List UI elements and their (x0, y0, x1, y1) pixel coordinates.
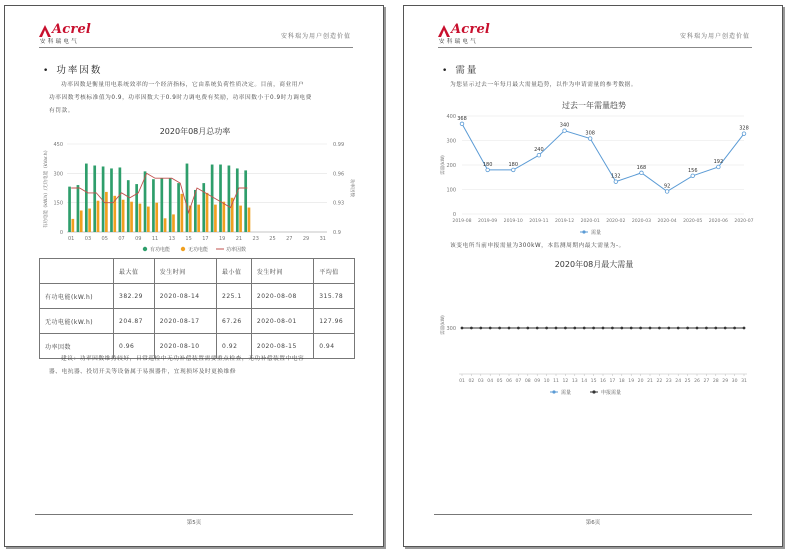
declared-demand-point (686, 327, 689, 330)
declared-demand-point (649, 327, 652, 330)
x-tick-label: 20 (637, 379, 644, 384)
legend-marker (181, 247, 185, 251)
x-tick-label: 15 (185, 236, 192, 242)
x-tick-label: 08 (524, 379, 531, 384)
stats-table (39, 258, 355, 359)
x-tick-label: 30 (731, 379, 738, 384)
x-tick-label: 13 (571, 379, 578, 384)
bar-reactive-energy (222, 202, 225, 232)
x-tick-label: 25 (684, 379, 691, 384)
y-tick-label: 450 (53, 142, 63, 148)
bar-reactive-energy (164, 218, 167, 232)
header-tagline: 安科瑞为用户创造价值 (280, 33, 351, 40)
x-tick-label: 13 (168, 236, 176, 242)
y-tick-label: 0 (452, 212, 456, 218)
page-footer-line (434, 514, 752, 515)
table-header-cell: 发生时间 (154, 259, 216, 284)
chart-demand-trend (404, 108, 784, 238)
declared-demand-point (545, 327, 548, 330)
x-tick-label: 23 (665, 379, 672, 384)
page-number: 第5页 (186, 520, 202, 526)
declared-demand-point (658, 327, 661, 330)
declared-demand-point (526, 327, 529, 330)
x-tick-label: 2020-06 (708, 219, 728, 224)
demand-point (588, 137, 592, 141)
x-tick-label: 03 (84, 236, 92, 242)
x-tick-label: 14 (581, 379, 588, 384)
table-cell: 2020-08-01 (251, 309, 313, 334)
logo-mark-icon (39, 25, 51, 37)
x-tick-label: 09 (135, 236, 142, 242)
table-header-cell: 最大值 (114, 259, 155, 284)
declared-demand-point (714, 327, 717, 330)
bar-reactive-energy (122, 200, 125, 232)
bar-active-energy (186, 164, 189, 232)
declared-demand-point (498, 327, 501, 330)
bar-active-energy (68, 187, 71, 232)
declared-demand-point (724, 327, 727, 330)
x-tick-label: 01 (68, 236, 75, 242)
y2-tick-label: 0.96 (333, 171, 345, 178)
bar-reactive-energy (248, 208, 251, 232)
table-header-row (40, 259, 355, 284)
x-tick-label: 21 (647, 379, 653, 384)
bar-active-energy (169, 178, 172, 232)
declared-demand-point (620, 327, 623, 330)
x-tick-label: 10 (543, 379, 550, 384)
y-axis-label: 有功电能（kW.h）/无功电能（kVar.h） (44, 147, 49, 229)
y-axis-label: 需量(kW) (441, 155, 446, 175)
header-tagline: 安科瑞为用户创造价值 (679, 33, 750, 40)
bar-reactive-energy (97, 201, 100, 232)
chart-max-demand (404, 268, 784, 408)
demand-point (640, 171, 644, 175)
table-header-cell (40, 259, 114, 284)
declared-demand-point (677, 327, 680, 330)
x-tick-label: 18 (618, 379, 625, 384)
x-tick-label: 16 (600, 379, 606, 384)
table-cell: 67.26 (217, 309, 252, 334)
declared-demand-point (517, 327, 520, 330)
section-title-demand: • 需量 (442, 65, 479, 76)
bar-active-energy (211, 165, 214, 232)
legend-label: 无功电能 (188, 247, 209, 253)
declared-demand-point (461, 327, 464, 330)
bar-reactive-energy (88, 209, 91, 232)
brand-name: Acrel (52, 22, 92, 37)
bar-active-energy (77, 185, 80, 232)
page-header (438, 23, 752, 48)
y-tick-label: 150 (53, 200, 63, 207)
intro-line: 功率因数是衡量用电系统效率的一个经济指标，它由系统负荷性质决定。目前，商业用户 (61, 82, 305, 88)
data-label: 368 (457, 115, 467, 122)
bar-active-energy (244, 170, 247, 232)
bar-reactive-energy (181, 194, 184, 232)
y-tick-label: 300 (446, 326, 456, 332)
bar-active-energy (202, 183, 205, 232)
x-tick-label: 28 (712, 379, 719, 384)
advice-line: 器、电抗器、投切开关等设备属于易损器件，宜现损坏及时更换维修 (49, 369, 237, 375)
x-tick-label: 22 (656, 379, 663, 384)
x-tick-label: 19 (628, 379, 635, 384)
brand-subtitle: 安科瑞电气 (439, 39, 479, 45)
declared-demand-point (573, 327, 576, 330)
table-cell: 2020-08-08 (251, 284, 313, 309)
demand-point (717, 165, 721, 169)
declared-demand-point (602, 327, 605, 330)
x-tick-label: 2019-09 (478, 219, 498, 224)
declared-demand-text: 该变电所当前申报需量为300kW，本监测周期内最大需量为-。 (450, 243, 625, 249)
report-page-6 (403, 5, 783, 547)
x-tick-label: 2020-02 (606, 219, 626, 224)
x-tick-label: 05 (101, 236, 108, 242)
brand-subtitle: 安科瑞电气 (40, 39, 80, 45)
x-tick-label: 27 (286, 236, 293, 242)
bar-active-energy (135, 184, 138, 232)
bar-active-energy (160, 178, 163, 232)
x-tick-label: 09 (534, 379, 541, 384)
x-tick-label: 26 (694, 379, 700, 384)
x-tick-label: 01 (459, 379, 465, 384)
demand-point (460, 122, 464, 126)
y-tick-label: 0 (59, 230, 63, 236)
bar-active-energy (119, 167, 122, 232)
bar-active-energy (110, 168, 113, 232)
acrel-logo (438, 23, 510, 47)
x-tick-label: 03 (477, 379, 484, 384)
table-cell: 0.96 (114, 334, 155, 359)
chart-total-power (5, 136, 385, 256)
chart-title-demand-trend: 过去一年需量趋势 (562, 101, 626, 110)
x-tick-label: 11 (553, 379, 559, 384)
x-tick-label: 07 (118, 236, 125, 242)
declared-demand-point (536, 327, 539, 330)
table-cell: 382.29 (114, 284, 155, 309)
legend-label: 有功电能 (150, 247, 171, 253)
bar-active-energy (236, 168, 239, 232)
legend-label: 申报需量 (601, 390, 622, 396)
table-cell: 0.94 (314, 334, 355, 359)
x-tick-label: 06 (506, 379, 512, 384)
table-cell: 2020-08-14 (154, 284, 216, 309)
x-tick-label: 12 (562, 379, 569, 384)
table-cell: 2020-08-17 (154, 309, 216, 334)
x-tick-label: 2019-12 (554, 219, 575, 224)
declared-demand-point (630, 327, 633, 330)
y-tick-label: 400 (446, 114, 456, 120)
intro-line: 有罚款。 (49, 108, 74, 114)
bar-reactive-energy (147, 207, 150, 232)
table-cell: 无功电能(kW.h) (40, 309, 114, 334)
x-tick-label: 2020-07 (734, 219, 754, 224)
bar-reactive-energy (206, 193, 209, 232)
bar-active-energy (85, 164, 88, 232)
demand-point (537, 153, 541, 157)
demand-point (742, 132, 746, 136)
logo-mark-icon (438, 25, 450, 37)
x-tick-label: 11 (151, 236, 159, 242)
declared-demand-point (733, 327, 736, 330)
y2-tick-label: 0.93 (333, 200, 345, 207)
demand-point (563, 129, 567, 133)
declared-demand-point (489, 327, 492, 330)
x-tick-label: 31 (319, 236, 326, 242)
table-row (40, 284, 355, 309)
data-label: 340 (559, 122, 570, 129)
declared-demand-point (508, 327, 511, 330)
x-tick-label: 25 (269, 236, 276, 242)
intro-line: 功率因数考核标准值为0.9，功率因数大于0.9时力调电费有奖励，功率因数小于0.9时力调电费 (49, 95, 312, 101)
x-tick-label: 07 (515, 379, 522, 384)
table-header-cell: 平均值 (314, 259, 355, 284)
declared-demand-point (696, 327, 699, 330)
x-tick-label: 21 (235, 236, 243, 242)
x-tick-label: 27 (703, 379, 710, 384)
demand-point (691, 174, 695, 178)
y-tick-label: 100 (446, 187, 456, 194)
declared-demand-point (611, 327, 614, 330)
x-tick-label: 29 (722, 379, 729, 384)
legend-marker (552, 390, 555, 393)
data-label: 328 (739, 125, 749, 132)
x-tick-label: 23 (252, 236, 259, 242)
chart-title-max-demand: 2020年08月最大需量 (554, 260, 634, 269)
table-cell: 204.87 (114, 309, 155, 334)
data-label: 240 (534, 147, 544, 154)
declared-demand-point (470, 327, 473, 330)
page-header (39, 23, 353, 48)
table-cell: 2020-08-10 (154, 334, 216, 359)
legend-label: 需量 (561, 390, 572, 396)
data-label: 156 (687, 167, 698, 174)
x-tick-label: 02 (468, 379, 475, 384)
declared-demand-point (555, 327, 558, 330)
x-tick-label: 2019-10 (503, 219, 523, 224)
legend-marker (143, 247, 147, 251)
intro-paragraph (49, 79, 369, 118)
legend-label: 需量 (591, 230, 602, 236)
x-tick-label: 04 (487, 379, 494, 384)
page-footer-line (35, 514, 353, 515)
bar-reactive-energy (130, 202, 133, 232)
table-cell: 2020-08-15 (251, 334, 313, 359)
y2-tick-label: 0.9 (333, 230, 341, 236)
legend-marker (582, 230, 585, 233)
page-number: 第6页 (585, 520, 601, 526)
table-header-cell: 最小值 (217, 259, 252, 284)
declared-demand-point (479, 327, 482, 330)
demand-line (462, 124, 744, 192)
report-page-5 (4, 5, 384, 547)
table-header-cell: 发生时间 (251, 259, 313, 284)
declared-demand-point (705, 327, 708, 330)
bar-active-energy (177, 183, 180, 232)
x-tick-label: 19 (218, 236, 226, 242)
y-tick-label: 300 (446, 138, 456, 145)
data-label: 168 (636, 164, 647, 171)
bar-reactive-energy (239, 206, 242, 232)
table-row (40, 309, 355, 334)
legend-marker (592, 390, 595, 393)
acrel-logo (39, 23, 111, 47)
advice-paragraph (49, 353, 369, 379)
declared-demand-point (592, 327, 595, 330)
x-tick-label: 17 (202, 236, 209, 242)
section-title-power-factor: • 功率因数 (43, 65, 103, 76)
declared-demand-point (583, 327, 586, 330)
y2-axis-label: 功率因数 (349, 179, 354, 197)
declared-demand-point (743, 327, 746, 330)
y2-tick-label: 0.99 (333, 142, 345, 148)
legend-label: 功率因数 (226, 247, 247, 253)
bar-reactive-energy (172, 214, 175, 232)
chart-title-power: 2020年08月总功率 (159, 127, 231, 136)
bar-reactive-energy (71, 219, 74, 232)
declared-demand-point (564, 327, 567, 330)
y-tick-label: 200 (446, 163, 456, 169)
bar-reactive-energy (214, 205, 217, 232)
demand-point (665, 190, 669, 194)
declared-demand-point (639, 327, 642, 330)
data-label: 132 (611, 173, 621, 180)
data-label: 92 (663, 183, 671, 190)
data-label: 180 (482, 161, 493, 168)
data-label: 308 (585, 130, 595, 137)
x-tick-label: 2020-05 (683, 219, 703, 224)
table-cell: 315.78 (314, 284, 355, 309)
x-tick-label: 2020-01 (580, 219, 600, 224)
bar-reactive-energy (105, 192, 108, 232)
advice-line: 建议：功率因数维持较好，日常巡检中无功补偿装置需要重点检查，无功补偿装置中电容 (61, 356, 305, 362)
x-tick-label: 15 (590, 379, 597, 384)
table-cell: 有功电能(kW.h) (40, 284, 114, 309)
x-tick-label: 2019-08 (452, 219, 472, 224)
demand-point (511, 168, 515, 172)
x-tick-label: 05 (496, 379, 503, 384)
bar-reactive-energy (80, 210, 83, 232)
bar-reactive-energy (139, 204, 142, 232)
demand-point (614, 180, 618, 184)
data-label: 180 (508, 161, 519, 168)
bar-active-energy (152, 179, 155, 232)
brand-name: Acrel (451, 22, 491, 37)
y-tick-label: 300 (53, 171, 63, 178)
x-tick-label: 2020-04 (657, 219, 677, 224)
bar-active-energy (228, 166, 231, 232)
bar-reactive-energy (197, 205, 200, 232)
data-label: 192 (713, 158, 724, 165)
table-cell: 功率因数 (40, 334, 114, 359)
table-cell: 127.96 (314, 309, 355, 334)
x-tick-label: 17 (609, 379, 616, 384)
bar-active-energy (219, 165, 222, 232)
x-tick-label: 31 (741, 379, 747, 384)
x-tick-label: 24 (675, 379, 682, 384)
x-tick-label: 2020-03 (631, 219, 652, 224)
x-tick-label: 2019-11 (529, 219, 549, 224)
declared-demand-point (667, 327, 670, 330)
table-cell: 0.92 (217, 334, 252, 359)
bar-active-energy (127, 180, 130, 232)
bar-reactive-energy (155, 203, 158, 232)
demand-intro: 为您显示过去一年每月最大需量趋势，以作为申请需量的参考数据。 (450, 82, 638, 88)
table-cell: 225.1 (217, 284, 252, 309)
y-axis-label: 需量(kW) (441, 315, 446, 335)
demand-point (486, 168, 490, 172)
bar-active-energy (93, 166, 96, 232)
x-tick-label: 29 (302, 236, 310, 242)
